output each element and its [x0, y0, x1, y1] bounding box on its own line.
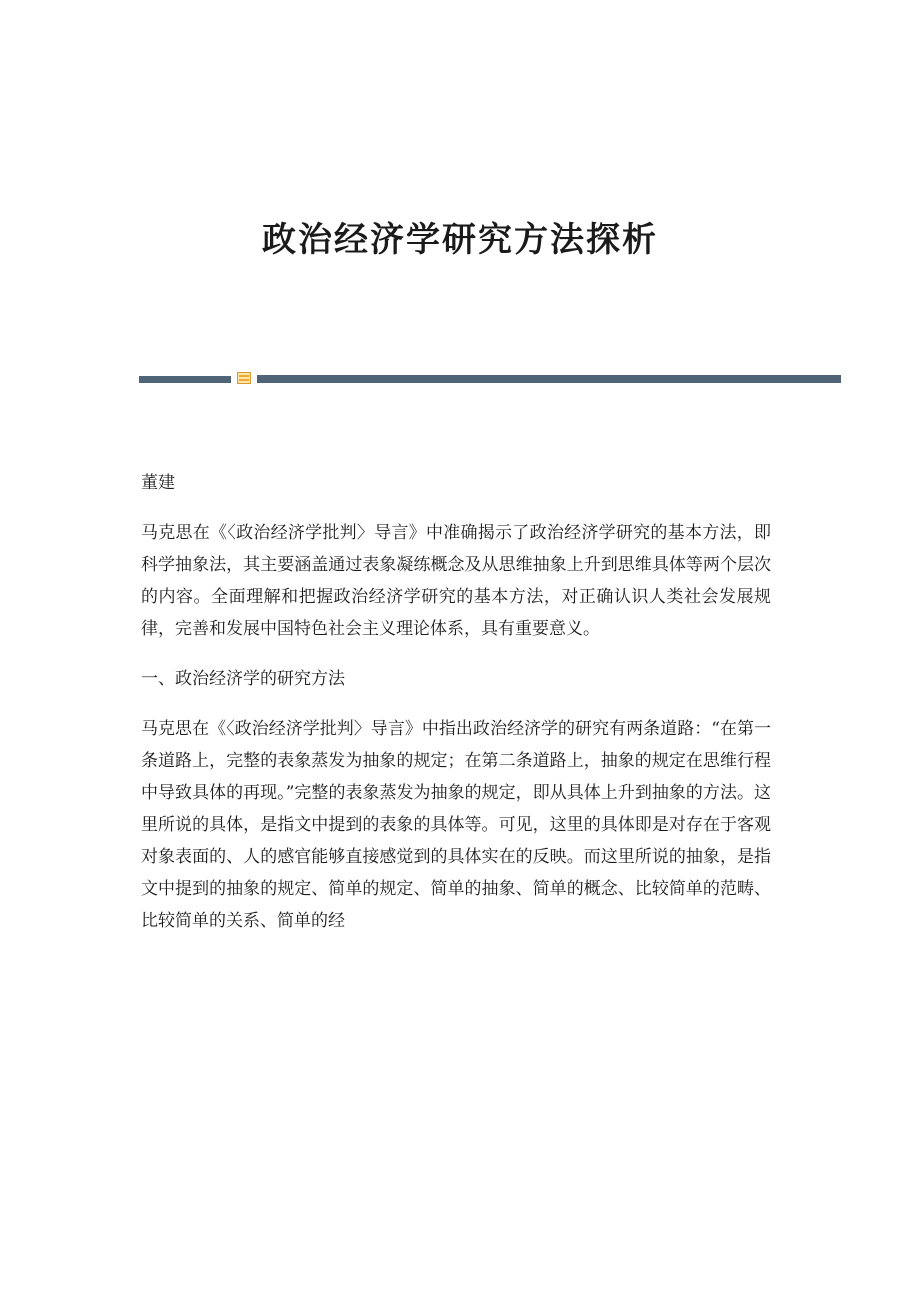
document-title: 政治经济学研究方法探析 — [262, 220, 658, 260]
document-mark-icon — [237, 372, 251, 384]
document-body — [141, 467, 771, 937]
section-heading: 一、政治经济学的研究方法 — [141, 669, 345, 689]
title-divider — [139, 375, 841, 383]
divider-bar-right — [257, 375, 841, 383]
author-name: 董建 — [141, 473, 175, 493]
divider-bar-left — [139, 376, 231, 383]
body-paragraph: 马克思在《〈政治经济学批判〉导言》中指出政治经济学的研究有两条道路：“在第一条道路上，完整的表象蒸发为抽象的规定；在第二条道路上，抽象的规定在思维行程中导致具体的再现。”完整的表象蒸发为抽象的规定，即从具体上升到抽象的方法。这里所说的具体，是指文中提到的表象的具体等。可见，这里的具体即是对存在于客观对象表面的、人的感官能够直接感觉到的具体实在的反映。而这里所说的抽象，是指文中提到的抽象的规定、简单的规定、简单的抽象、简单的概念、比较简单的范畴、比较简单的关系、简单的经 — [141, 719, 771, 931]
abstract-paragraph: 马克思在《〈政治经济学批判〉导言》中准确揭示了政治经济学研究的基本方法，即科学抽象法，其主要涵盖通过表象凝练概念及从思维抽象上升到思维具体等两个层次的内容。全面理解和把握政治经济学研究的基本方法，对正确认识人类社会发展规律，完善和发展中国特色社会主义理论体系，具有重要意义。 — [141, 523, 771, 639]
